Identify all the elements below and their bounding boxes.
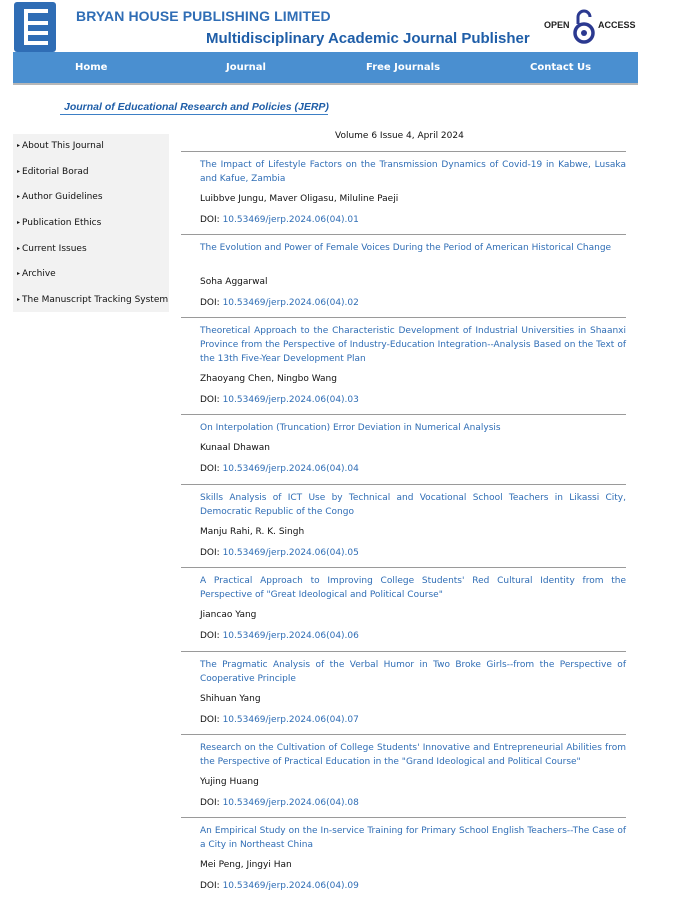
article-title-link[interactable]: The Evolution and Power of Female Voices During the Period of American Historical Change (200, 243, 612, 253)
caret-right-icon: ▸ (17, 296, 21, 303)
doi-link[interactable]: 10.53469/jerp.2024.06(04).04 (222, 464, 359, 474)
sidebar-item-label: Publication Ethics (22, 218, 102, 228)
article-divider (181, 651, 626, 652)
sidebar-item-label: About This Journal (22, 141, 104, 151)
doi-label: DOI: (200, 715, 220, 725)
doi-link[interactable]: 10.53469/jerp.2024.06(04).08 (222, 798, 359, 808)
article-title-link[interactable]: Theoretical Approach to the Characteristic Development of Industrial Universities in Shaanxi Province from the Perspective of Industry-Education Integration--Analysis Based on the Text of the 13th Five-Year Development Plan (200, 326, 626, 364)
article-authors: Shihuan Yang (200, 694, 261, 704)
article-title-link[interactable]: Research on the Cultivation of College Students' Innovative and Entrepreneurial Abilities from the Perspective of Practical Education in the "Grand Ideological and Political Course" (200, 743, 626, 767)
publisher-tagline: Multidisciplinary Academic Journal Publisher (206, 30, 530, 47)
article-title-link[interactable]: A Practical Approach to Improving College Students' Red Cultural Identity from the Perspective of "Great Ideological and Political Course" (200, 576, 626, 600)
caret-right-icon: ▸ (17, 142, 21, 149)
article-divider (181, 734, 626, 735)
sidebar (13, 134, 169, 312)
open-lock-icon (572, 8, 596, 46)
nav-contact-us[interactable]: Contact Us (530, 62, 592, 73)
doi-label: DOI: (200, 881, 220, 891)
article-doi (200, 631, 359, 641)
open-access-badge (544, 8, 640, 46)
article-divider (181, 234, 626, 235)
caret-right-icon: ▸ (17, 219, 21, 226)
open-access-left-text: OPEN (544, 20, 570, 30)
sidebar-item-publication-ethics[interactable] (17, 218, 101, 228)
sidebar-item-label: Author Guidelines (22, 192, 103, 202)
nav-journal[interactable]: Journal (226, 62, 266, 73)
doi-link[interactable]: 10.53469/jerp.2024.06(04).01 (222, 215, 359, 225)
article-divider (181, 817, 626, 818)
article-doi (200, 464, 359, 474)
sidebar-item-about[interactable] (17, 141, 104, 151)
sidebar-item-editorial-board[interactable] (17, 167, 89, 177)
journal-name-link[interactable]: Journal of Educational Research and Policies (JERP) (64, 101, 329, 113)
article-title-link[interactable]: Skills Analysis of ICT Use by Technical and Vocational School Teachers in Likassi City, Democratic Republic of the Congo (200, 493, 626, 517)
doi-label: DOI: (200, 548, 220, 558)
sidebar-item-archive[interactable] (17, 269, 56, 279)
article-title-link[interactable]: The Pragmatic Analysis of the Verbal Humor in Two Broke Girls--from the Perspective of Cooperative Principle (200, 660, 626, 684)
article-divider (181, 567, 626, 568)
sidebar-item-label: Editorial Borad (22, 167, 89, 177)
sidebar-item-current-issues[interactable] (17, 244, 87, 254)
article-authors: Manju Rahi, R. K. Singh (200, 527, 305, 537)
article-doi (200, 798, 359, 808)
sidebar-item-label: Current Issues (22, 244, 87, 254)
article-divider (181, 484, 626, 485)
article-doi (200, 215, 359, 225)
article-authors: Zhaoyang Chen, Ningbo Wang (200, 374, 337, 384)
issue-label: Volume 6 Issue 4, April 2024 (335, 131, 464, 141)
doi-link[interactable]: 10.53469/jerp.2024.06(04).02 (222, 298, 359, 308)
article-authors: Luibbve Jungu, Maver Oligasu, Miluline Paeji (200, 194, 399, 204)
nav-home[interactable]: Home (75, 62, 108, 73)
caret-right-icon: ▸ (17, 270, 21, 277)
doi-label: DOI: (200, 298, 220, 308)
article-divider (181, 317, 626, 318)
article-doi (200, 395, 359, 405)
article-authors: Yujing Huang (200, 777, 259, 787)
article-divider (181, 414, 626, 415)
doi-label: DOI: (200, 798, 220, 808)
caret-right-icon: ▸ (17, 193, 21, 200)
article-doi (200, 548, 359, 558)
article-title-link[interactable]: On Interpolation (Truncation) Error Deviation in Numerical Analysis (200, 423, 501, 433)
article-authors: Kunaal Dhawan (200, 443, 270, 453)
doi-link[interactable]: 10.53469/jerp.2024.06(04).06 (222, 631, 359, 641)
doi-label: DOI: (200, 464, 220, 474)
publisher-logo (14, 2, 56, 52)
doi-link[interactable]: 10.53469/jerp.2024.06(04).09 (222, 881, 359, 891)
doi-link[interactable]: 10.53469/jerp.2024.06(04).07 (222, 715, 359, 725)
nav-free-journals[interactable]: Free Journals (366, 62, 441, 73)
sidebar-item-author-guidelines[interactable] (17, 192, 103, 202)
doi-label: DOI: (200, 395, 220, 405)
article-authors: Mei Peng, Jingyi Han (200, 860, 292, 870)
sidebar-item-label: The Manuscript Tracking System (22, 295, 169, 305)
caret-right-icon: ▸ (17, 245, 21, 252)
journal-name-underline (60, 114, 328, 115)
publisher-name: BRYAN HOUSE PUBLISHING LIMITED (76, 8, 331, 24)
doi-label: DOI: (200, 215, 220, 225)
doi-link[interactable]: 10.53469/jerp.2024.06(04).05 (222, 548, 359, 558)
article-authors: Jiancao Yang (200, 610, 257, 620)
sidebar-item-label: Archive (22, 269, 56, 279)
open-access-right-text: ACCESS (598, 20, 636, 30)
article-title-link[interactable]: The Impact of Lifestyle Factors on the Transmission Dynamics of Covid-19 in Kabwe, Lusaka and Kafue, Zambia (200, 160, 626, 184)
article-doi (200, 881, 359, 891)
article-doi (200, 715, 359, 725)
caret-right-icon: ▸ (17, 168, 21, 175)
article-authors: Soha Aggarwal (200, 277, 268, 287)
article-title-link[interactable]: An Empirical Study on the In-service Training for Primary School English Teachers--The Case of a City in Northeast China (200, 826, 626, 850)
article-doi (200, 298, 359, 308)
article-divider (181, 151, 626, 152)
doi-link[interactable]: 10.53469/jerp.2024.06(04).03 (222, 395, 359, 405)
sidebar-item-manuscript-tracking[interactable] (17, 295, 168, 305)
doi-label: DOI: (200, 631, 220, 641)
main-navbar (13, 52, 638, 85)
